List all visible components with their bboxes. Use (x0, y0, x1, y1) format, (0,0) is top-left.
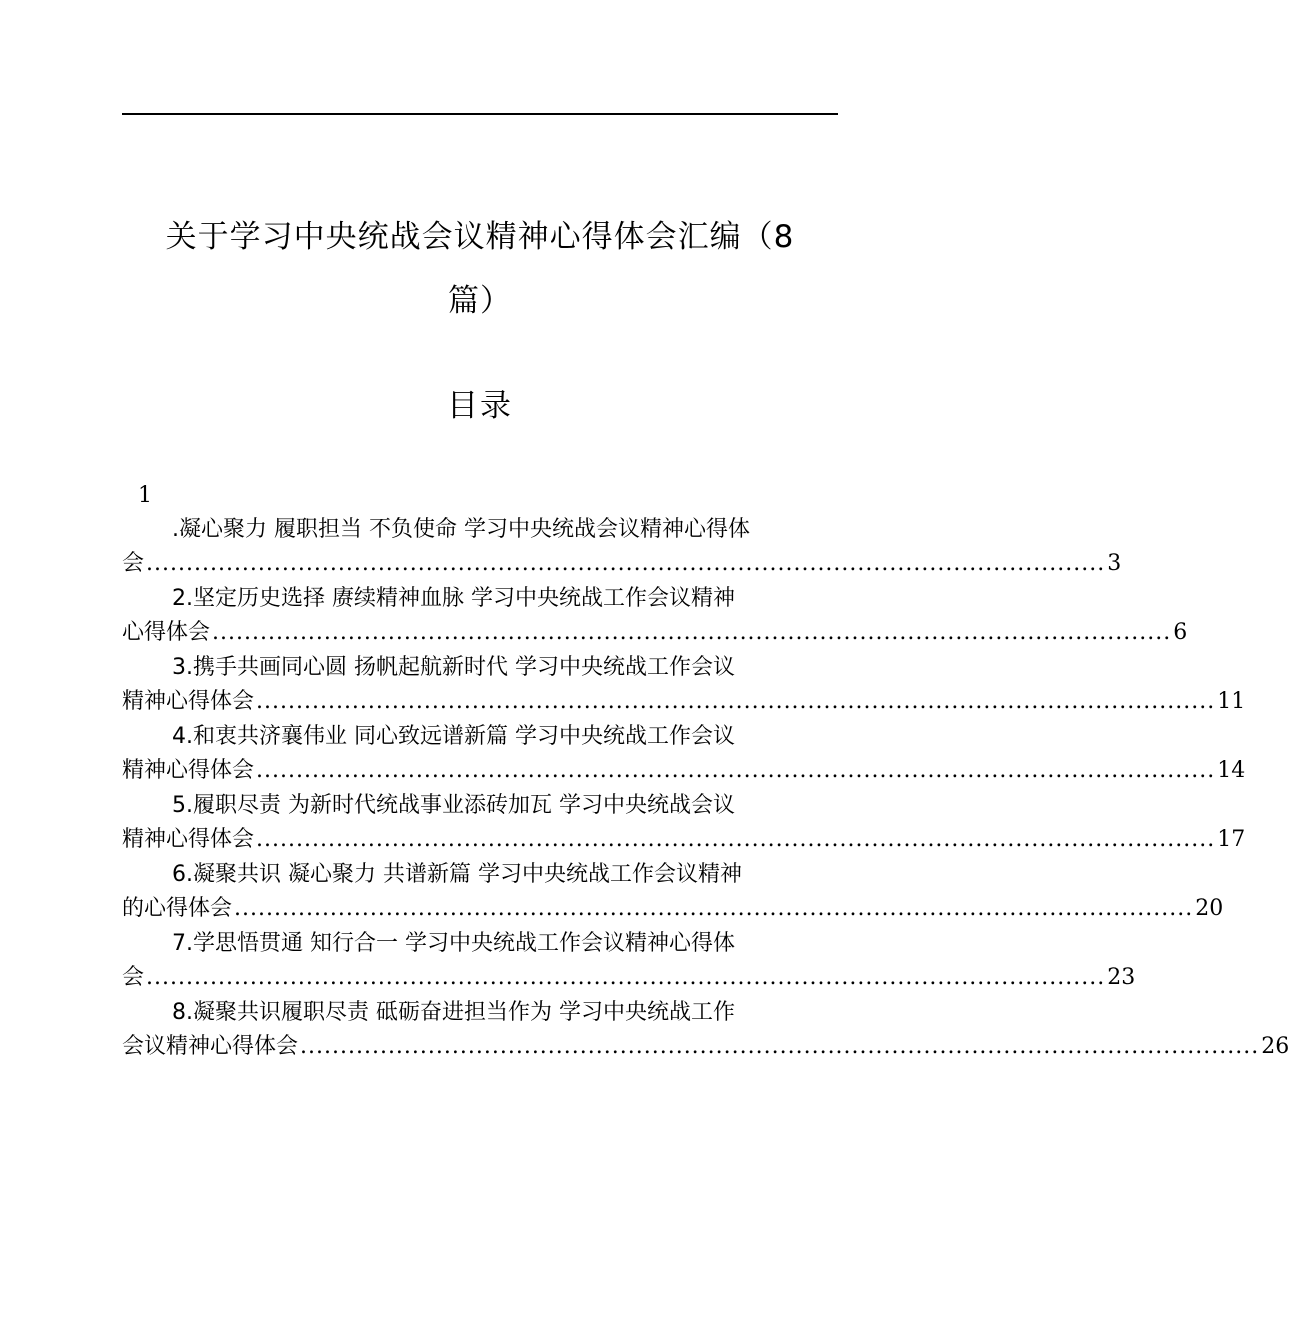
toc-entry-title: 7.学思悟贯通 知行合一 学习中央统战工作会议精神心得体 (172, 931, 735, 956)
toc-entry-title: 5.履职尽责 为新时代统战事业添砖加瓦 学习中央统战会议 (172, 793, 735, 818)
header-rule (122, 113, 838, 115)
toc-entry-title-tail: 精神心得体会 (122, 827, 255, 852)
toc-entry-6[interactable] (122, 857, 1224, 926)
toc-entry-title: 3.携手共画同心圆 扬帆起航新时代 学习中央统战工作会议 (172, 655, 735, 680)
toc-first-entry-number: 1 (138, 483, 152, 508)
toc-page-number: 14 (1217, 758, 1246, 783)
toc-entry-8[interactable] (122, 995, 1289, 1064)
toc-dot-leader: ........................................................................................................................ (300, 1034, 1260, 1059)
toc-dot-leader: ........................................................................................................................ (256, 689, 1216, 714)
toc-page-number: 20 (1195, 896, 1224, 921)
toc-page-number: 23 (1107, 965, 1136, 990)
toc-entry-title: 2.坚定历史选择 赓续精神血脉 学习中央统战工作会议精神 (172, 586, 735, 611)
toc-entry-title-tail: 会议精神心得体会 (122, 1034, 299, 1059)
toc-entry-title-tail: 心得体会 (122, 620, 211, 645)
toc-dot-leader: ........................................................................................................................ (212, 620, 1172, 645)
toc-entry-title: 8.凝聚共识履职尽责 砥砺奋进担当作为 学习中央统战工作 (172, 1000, 735, 1025)
toc-entry-title-tail: 精神心得体会 (122, 689, 255, 714)
toc-dot-leader: ........................................................................................................................ (146, 551, 1106, 576)
toc-entry-title: 4.和衷共济襄伟业 同心致远谱新篇 学习中央统战工作会议 (172, 724, 735, 749)
toc-entry-3[interactable] (122, 650, 1246, 719)
document-title (122, 205, 838, 333)
toc-heading: 目录 (447, 388, 513, 424)
toc-entry-2[interactable] (122, 581, 1188, 650)
toc-entry-5[interactable] (122, 788, 1246, 857)
toc-dot-leader: ........................................................................................................................ (146, 965, 1106, 990)
toc-dot-leader: ........................................................................................................................ (234, 896, 1194, 921)
toc-entry-1[interactable] (122, 512, 1122, 581)
toc-page-number: 6 (1173, 620, 1188, 645)
toc-page-number: 17 (1217, 827, 1246, 852)
toc-dot-leader: ........................................................................................................................ (256, 827, 1216, 852)
toc-page-number: 3 (1107, 551, 1122, 576)
toc-entry-title: .凝心聚力 履职担当 不负使命 学习中央统战会议精神心得体 (172, 517, 750, 542)
document-title-line-2: 篇） (448, 283, 512, 319)
toc-entry-title-tail: 会 (122, 965, 145, 990)
toc-entry-title-tail: 会 (122, 551, 145, 576)
toc-entry-4[interactable] (122, 719, 1246, 788)
toc-page-number: 26 (1261, 1034, 1289, 1059)
toc-entry-7[interactable] (122, 926, 1136, 995)
document-title-line-1: 关于学习中央统战会议精神心得体会汇编（8 (165, 219, 795, 255)
toc-entry-title-tail: 精神心得体会 (122, 758, 255, 783)
toc-entry-title-tail: 的心得体会 (122, 896, 233, 921)
toc-entry-title: 6.凝聚共识 凝心聚力 共谱新篇 学习中央统战工作会议精神 (172, 862, 742, 887)
toc-page-number: 11 (1217, 689, 1246, 714)
toc-dot-leader: ........................................................................................................................ (256, 758, 1216, 783)
table-of-contents (122, 512, 1289, 1064)
